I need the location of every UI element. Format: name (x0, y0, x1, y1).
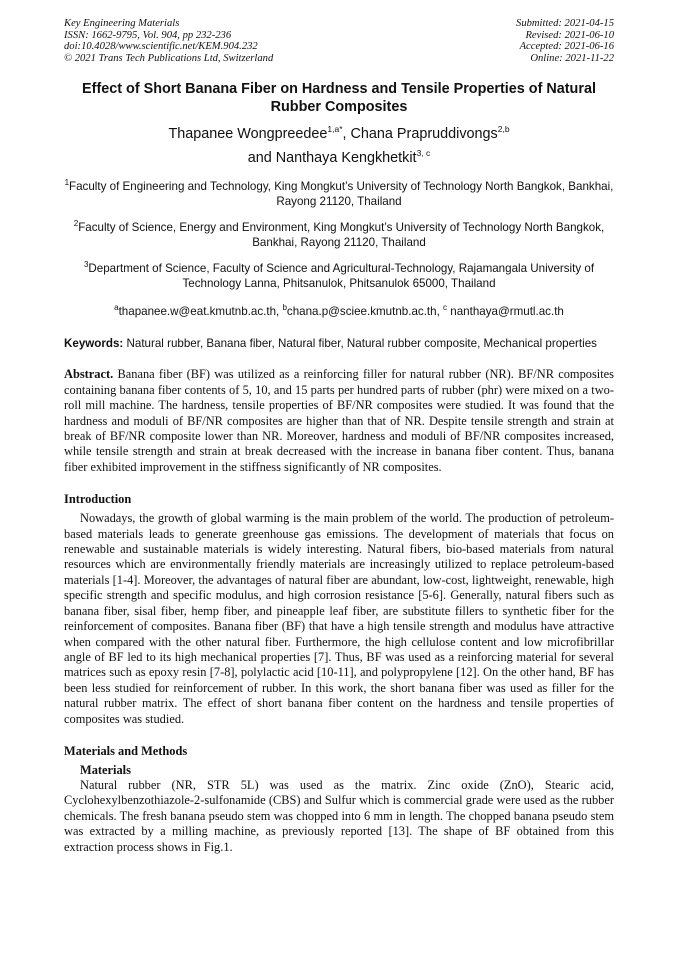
author-3-sup: 3, c (416, 148, 431, 159)
affiliation-1-text: Faculty of Engineering and Technology, King Mongkut’s University of Technology North Bangkok, Bankhai, Rayong 21120, Thailand (69, 179, 614, 208)
author-list (64, 120, 614, 168)
accepted-date: Accepted: 2021-06-16 (519, 41, 614, 53)
author-1-name: Thapanee Wongpreedee (168, 126, 328, 143)
email-a-sup: a (114, 302, 119, 312)
doi-line: doi:10.4028/www.scientific.net/KEM.904.232 (64, 41, 258, 53)
publication-dates (516, 18, 614, 64)
affiliation-1-sup: 1 (64, 177, 70, 187)
revised-date: Revised: 2021-06-10 (525, 29, 614, 41)
methods-heading: Materials and Methods (64, 743, 188, 758)
copyright-line: © 2021 Trans Tech Publications Ltd, Switzerland (64, 52, 274, 64)
online-date: Online: 2021-11-22 (530, 52, 614, 64)
issn-line: ISSN: 1662-9795, Vol. 904, pp 232-236 (64, 29, 232, 41)
abstract-label: Abstract. (64, 367, 114, 382)
email-c-sup: c (443, 302, 448, 312)
author-2-sup: 2,b (497, 124, 510, 135)
journal-header (64, 18, 614, 64)
keywords-label: Keywords: (64, 337, 124, 351)
affiliation-3 (64, 257, 614, 291)
author-and: and (247, 149, 276, 166)
journal-info (64, 18, 273, 64)
affiliation-3-sup: 3 (83, 259, 89, 269)
materials-subheading: Materials (80, 762, 131, 777)
author-3-name: Nanthaya Kengkhetkit (275, 149, 417, 166)
email-b: chana.p@sciee.kmutnb.ac.th, (286, 304, 444, 318)
abstract (64, 367, 614, 475)
email-b-sup: b (282, 302, 287, 312)
email-a: thapanee.w@eat.kmutnb.ac.th, (118, 304, 283, 318)
affiliation-3-text: Department of Science, Faculty of Science and Agricultural-Technology, Rajamangala University of Technology Lanna, Phitsanulok, Phitsanulok 65000, Thailand (88, 261, 595, 290)
email-line (64, 300, 614, 319)
introduction-heading: Introduction (64, 492, 132, 507)
author-2-name: Chana Prapruddivongs (350, 126, 498, 143)
journal-name: Key Engineering Materials (64, 18, 180, 29)
affiliation-2-text: Faculty of Science, Energy and Environment, King Mongkut’s University of Technology North Bangkok, Bankhai, Rayong 21120, Thailand (78, 220, 605, 249)
paper-title: Effect of Short Banana Fiber on Hardness and Tensile Properties of Natural Rubber Composites (82, 81, 596, 116)
keywords-text: Natural rubber, Banana fiber, Natural fiber, Natural rubber composite, Mechanical properties (123, 337, 597, 351)
author-1-sup: 1,a* (327, 124, 343, 135)
keywords (64, 336, 614, 351)
affiliation-2-sup: 2 (73, 218, 79, 228)
affiliation-1 (64, 175, 614, 209)
abstract-text: Banana fiber (BF) was utilized as a reinforcing filler for natural rubber (NR). BF/NR composites containing banana fiber contents of 5, 10, and 15 parts per hundred parts of rubber (phr) were mixed on a two-roll mill machine. The hardness, tensile properties of BF/NR composites were studied. It was found that the hardness and moduli of BF/NR composites are higher than that of NR. Despite tensile strength and strain at break of BF/NR composite lower than NR. Moreover, hardness and moduli of BF/NR composites increased, while tensile strength and strain at break decreased with the increase in banana fiber content. Thus, banana fiber exhibited improvement in the stiffness significantly of NR composites. (64, 367, 614, 474)
submitted-date: Submitted: 2021-04-15 (516, 18, 614, 29)
introduction-paragraph: Nowadays, the growth of global warming is the main problem of the world. The production of petroleum-based materials leads to generate greenhouse gas emissions. The development of materials that focus on renewable and sustainable materials is widely interesting. Natural fibers, bio-based materials from natural resources which are environmentally friendly materials are increasingly utilized to replace petroleum-based materials [1-4]. Moreover, the advantages of natural fiber are abundant, low-cost, lightweight, renewable, high specific strength and specific modulus, and high corrosion resistance [5-6]. Generally, natural fibers such as banana fiber, sisal fiber, hemp fiber, and pineapple leaf fiber, are substitute fillers to synthetic fiber for the reinforcement of composites. Banana fiber (BF) that have a high tensile strength and modulus have attractive when compared with the other natural fiber. Furthermore, the high cellulose content and low microfibrillar angle of BF led to its high mechanical properties [7]. Thus, BF was used as a reinforcing material for several matrices such as epoxy resin [7-8], polylactic acid [10-11], and polypropylene [12]. On the other hand, BF has been less studied for reinforcement of rubber. In this work, the short banana fiber was used as filler for the natural rubber matrix. The effect of short banana fiber content on the hardness and tensile properties of composites was studied. (64, 511, 614, 726)
affiliation-2 (64, 216, 614, 250)
author-separator: , (342, 126, 351, 143)
materials-paragraph: Natural rubber (NR, STR 5L) was used as the matrix. Zinc oxide (ZnO), Stearic acid, Cyclohexylbenzothiazole-2-sulfonamide (CBS) and Sulfur which is commercial grade were used as the rubber chemicals. The fresh banana pseudo stem was chopped into 6 mm in length. The chopped banana pseudo stem was extracted by a milling machine, as previously reported [13]. The shape of BF obtained from this extraction process shows in Fig.1. (64, 777, 614, 854)
email-c: nanthaya@rmutl.ac.th (447, 304, 564, 318)
